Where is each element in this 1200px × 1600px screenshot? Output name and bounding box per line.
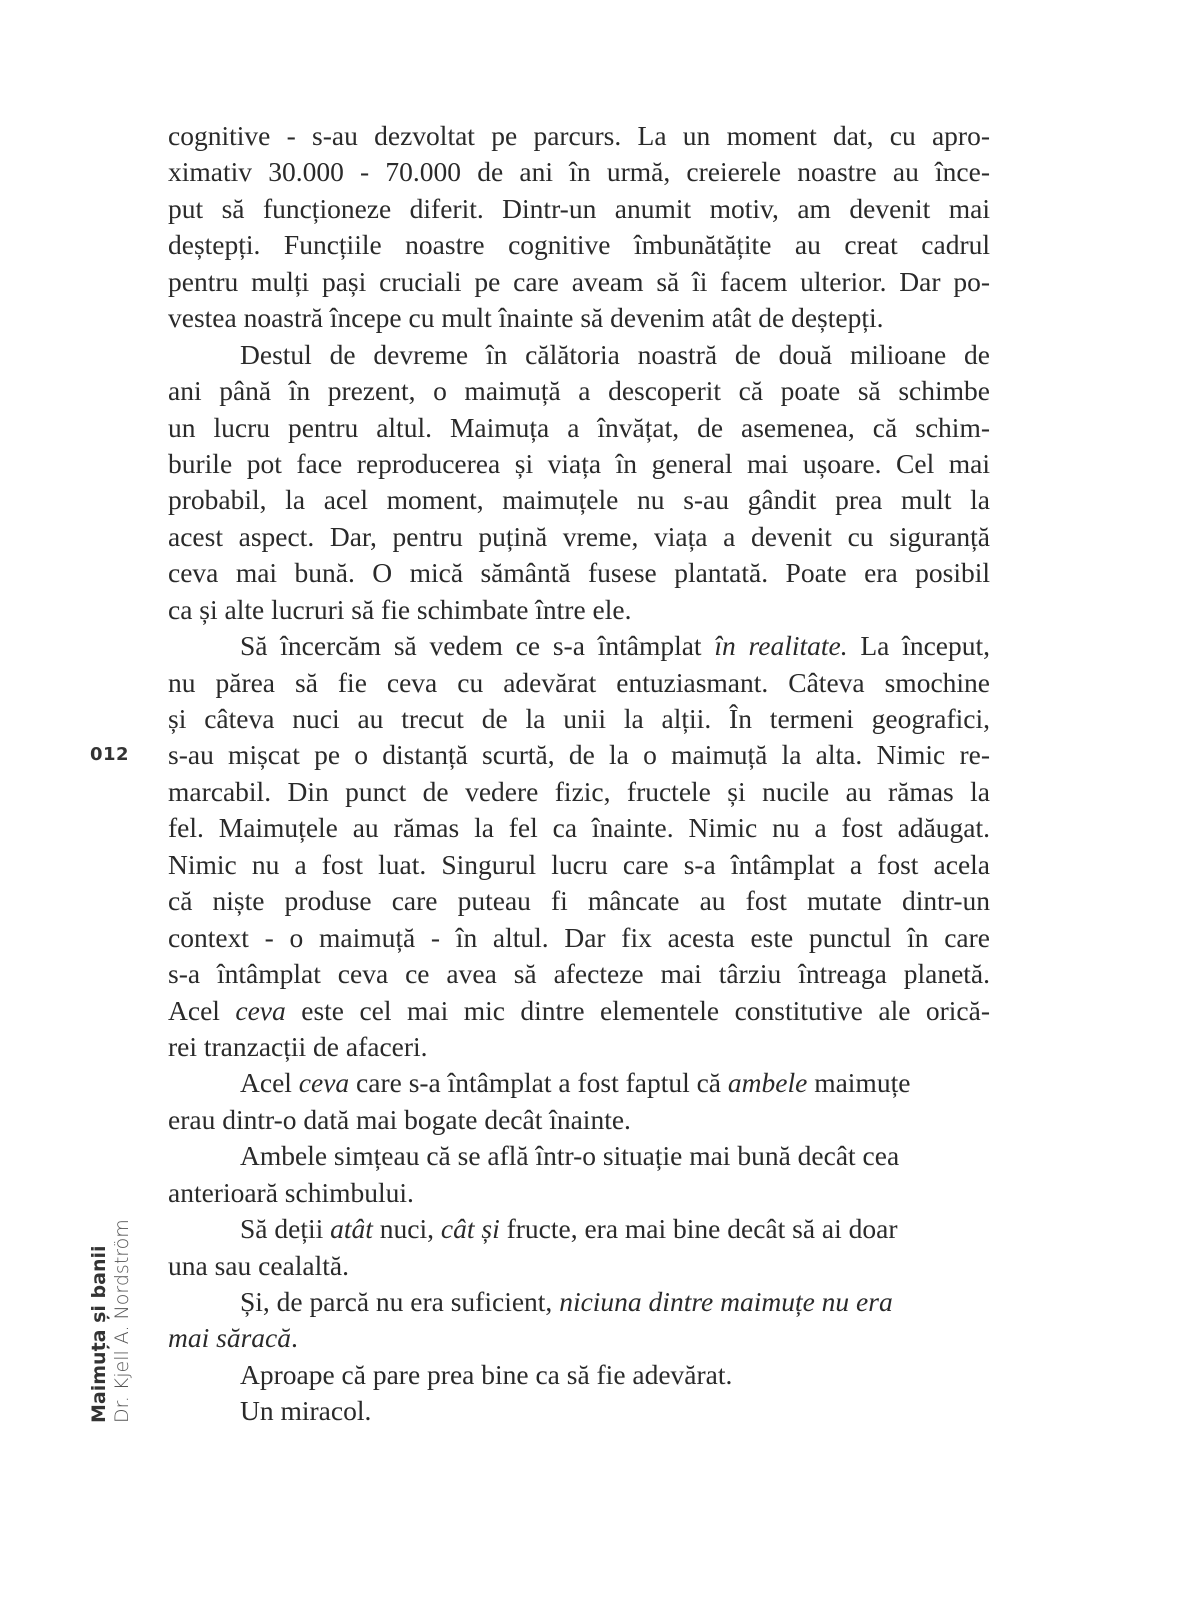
text-line (168, 847, 990, 883)
text-run: maimuțe (807, 1067, 911, 1099)
text-run: deștepți. Funcțiile noastre cognitive îmbunătățite au creat cadrul (168, 229, 990, 261)
text-line (168, 227, 990, 263)
running-footer (88, 1219, 134, 1423)
text-line (168, 1393, 990, 1429)
text-line (168, 1175, 990, 1211)
text-run: cognitive - s-au dezvoltat pe parcurs. La un moment dat, cu apro- (168, 120, 990, 151)
text-line (168, 1248, 990, 1284)
book-title: Maimuța și banii (88, 1245, 110, 1423)
text-line (168, 446, 990, 482)
italic-text: atât (330, 1213, 373, 1245)
text-run: Un miracol. (240, 1395, 372, 1427)
text-run: s-a întâmplat ceva ce avea să afecteze mai târziu întreaga planetă. (168, 958, 990, 990)
text-line (168, 665, 990, 701)
text-line (168, 1284, 990, 1320)
text-run: Să deții (240, 1213, 331, 1245)
text-line (168, 1320, 990, 1356)
text-run: La început, (847, 630, 990, 662)
italic-text: cât și (440, 1213, 500, 1245)
text-run: Ambele simțeau că se află într-o situație mai bună decât cea (240, 1140, 900, 1172)
text-line (168, 1029, 990, 1065)
text-line (168, 993, 990, 1029)
text-run: . (291, 1322, 298, 1354)
italic-text: ceva (298, 1067, 350, 1099)
text-line (168, 1102, 990, 1138)
italic-text: ceva (235, 994, 286, 1026)
text-run: fel. Maimuțele au rămas la fel ca înainte. Nimic nu a fost adăugat. (168, 812, 990, 844)
italic-text: în realitate. (714, 630, 848, 662)
text-run: put să funcționeze diferit. Dintr-un anumit motiv, am devenit mai (168, 192, 990, 224)
text-line (168, 883, 990, 919)
text-run: nuci, (372, 1213, 441, 1245)
text-run: ca și alte lucruri să fie schimbate între ele. (168, 593, 632, 625)
text-run: una sau cealaltă. (168, 1249, 349, 1281)
text-run: s-au mișcat pe o distanță scurtă, de la o maimuță la alta. Nimic re- (168, 739, 990, 771)
text-line (168, 774, 990, 810)
text-line (168, 628, 990, 664)
text-line (168, 373, 990, 409)
text-run: ani până în prezent, o maimuță a descoperit că poate să schimbe (168, 375, 990, 407)
text-line (168, 737, 990, 773)
text-run: nu părea să fie ceva cu adevărat entuziasmant. Câteva smochine (168, 666, 990, 698)
text-run: anterioară schimbului. (168, 1176, 414, 1208)
italic-text: mai săracă (168, 1322, 291, 1354)
text-line (168, 300, 990, 336)
text-line (168, 1065, 990, 1101)
text-line (168, 154, 990, 190)
text-line (168, 191, 990, 227)
text-run: Aproape că pare prea bine ca să fie adevărat. (240, 1358, 733, 1390)
text-line (168, 555, 990, 591)
text-run: vestea noastră începe cu mult înainte să devenim atât de deștepți. (168, 302, 884, 334)
text-line (168, 810, 990, 846)
text-run: că niște produse care puteau fi mâncate au fost mutate dintr-un (168, 885, 990, 917)
text-run: Nimic nu a fost luat. Singurul lucru care s-a întâmplat a fost acela (168, 848, 990, 880)
text-run: rei tranzacții de afaceri. (168, 1030, 428, 1062)
text-run: acest aspect. Dar, pentru puțină vreme, viața a devenit cu siguranță (168, 520, 990, 552)
text-run: este cel mai mic dintre elementele constitutive ale orică- (285, 994, 990, 1026)
text-run: Acel (240, 1067, 299, 1099)
text-line (168, 118, 990, 154)
text-line (168, 1357, 990, 1393)
text-run: fructe, era mai bine decât să ai doar (499, 1213, 898, 1245)
text-run: ximativ 30.000 - 70.000 de ani în urmă, creierele noastre au înce- (168, 156, 990, 188)
text-line (168, 482, 990, 518)
italic-text: niciuna dintre maimuțe nu era (559, 1286, 893, 1317)
text-run: burile pot face reproducerea și viața în general mai ușoare. Cel mai (168, 447, 990, 479)
text-line (168, 1211, 990, 1247)
text-run: Acel (168, 994, 236, 1026)
author-name: Dr. Kjell A. Nordström (111, 1219, 133, 1423)
text-run: ceva mai bună. O mică sământă fusese plantată. Poate era posibil (168, 557, 990, 589)
text-line (168, 337, 990, 373)
text-run: Să încercăm să vedem ce s-a întâmplat (240, 630, 715, 662)
text-line (168, 956, 990, 992)
text-run: probabil, la acel moment, maimuțele nu s-au gândit prea mult la (168, 484, 990, 516)
text-run: Destul de devreme în călătoria noastră de două milioane de (240, 338, 990, 370)
text-run: erau dintr-o dată mai bogate decât înainte. (168, 1103, 631, 1135)
body-text (168, 118, 990, 1430)
text-line (168, 519, 990, 555)
text-run: care s-a întâmplat a fost faptul că (349, 1067, 728, 1099)
page-number: 012 (90, 744, 130, 765)
text-run: pentru mulți pași cruciali pe care aveam să îi facem ulterior. Dar po- (168, 265, 990, 297)
italic-text: ambele (727, 1067, 808, 1099)
text-run: și câteva nuci au trecut de la unii la alții. În termeni geografici, (168, 703, 990, 734)
text-line (168, 701, 990, 737)
text-run: Și, de parcă nu era suficient, (240, 1286, 560, 1317)
text-run: un lucru pentru altul. Maimuța a învățat, de asemenea, că schim- (168, 411, 990, 443)
text-run: context - o maimuță - în altul. Dar fix acesta este punctul în care (168, 921, 990, 953)
text-line (168, 920, 990, 956)
text-line (168, 410, 990, 446)
text-run: marcabil. Din punct de vedere fizic, fructele și nucile au rămas la (168, 775, 990, 807)
text-line (168, 592, 990, 628)
text-line (168, 1138, 990, 1174)
text-line (168, 264, 990, 300)
